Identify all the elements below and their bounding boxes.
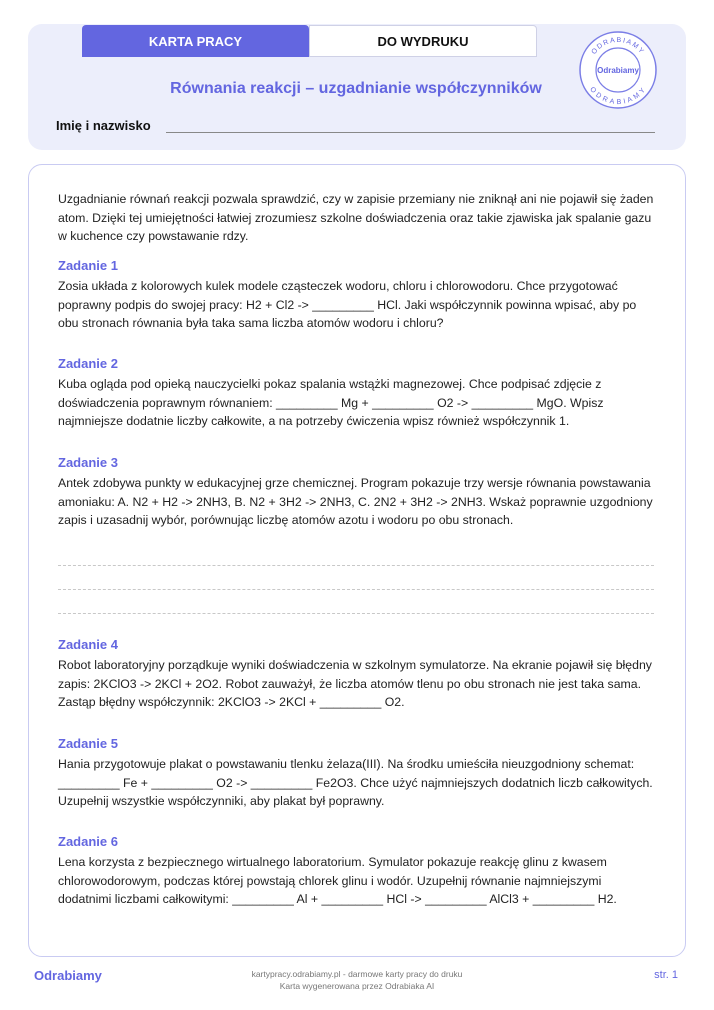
task-1-text: Zosia układa z kolorowych kulek modele cząsteczek wodoru, chloru i chlorowodoru. Chce przygotować poprawny podpis do swojej pracy: H2 + Cl2 -> _________ HCl. Jaki współczynnik powinna wpisać, aby po obu stronach równania była taka sama liczba atomów wodoru i chloru?: [58, 279, 637, 330]
answer-line-2[interactable]: [58, 589, 654, 590]
task-2-text: Kuba ogląda pod opieką nauczycielki pokaz spalania wstążki magnezowej. Chce podpisać zdjęcie z doświadczenia poprawnym równaniem: _________ Mg + _________ O2 -> _________ MgO. Wpisz najmniejsze dodatnie liczby całkowite, a na potrzeby ćwiczenia wpisz również współczynnik 1.: [58, 377, 604, 428]
task-4: [58, 637, 658, 712]
task-1: [58, 258, 658, 333]
task-2: [58, 356, 658, 431]
task-5-text: Hania przygotowuje plakat o powstawaniu tlenku żelaza(III). Na środku umieściła nieuzgodniony schemat: _________ Fe + _________ O2 -> _________ Fe2O3. Chce użyć najmniejszych dodatnich liczb całkowitych. Uzupełnij wszystkie współczynniki, aby plakat był poprawny.: [58, 757, 653, 808]
task-5-title: Zadanie 5: [58, 736, 118, 751]
task-3: [58, 455, 658, 530]
name-label: Imię i nazwisko: [56, 118, 151, 133]
task-1-title: Zadanie 1: [58, 258, 118, 273]
task-3-title: Zadanie 3: [58, 455, 118, 470]
stamp-brand: Odrabiamy: [597, 66, 639, 75]
page-number: str. 1: [654, 969, 678, 981]
tab-karta-pracy[interactable]: KARTA PRACY: [82, 25, 309, 57]
odrabiamy-stamp-logo: [578, 30, 658, 110]
task-6-text: Lena korzysta z bezpiecznego wirtualnego laboratorium. Symulator pokazuje reakcję glinu z kwasem chlorowodorowym, podczas której powstają chlorek glinu i wodór. Uzupełnij równanie najmniejszymi dodatnimi liczbami całkowitymi: _________ Al + _________ HCl -> _________ AlCl3 + _________ H2.: [58, 855, 617, 906]
footer-info: [200, 968, 514, 992]
answer-line-3[interactable]: [58, 613, 654, 614]
page-title: Równania reakcji – uzgadnianie współczynników: [170, 80, 542, 97]
task-4-title: Zadanie 4: [58, 637, 118, 652]
stamp-ring-top: ODRABIAMY: [590, 36, 646, 56]
task-6: [58, 834, 658, 909]
task-2-title: Zadanie 2: [58, 356, 118, 371]
tab-do-wydruku[interactable]: DO WYDRUKU: [309, 25, 537, 57]
answer-line-1[interactable]: [58, 565, 654, 566]
name-input-line[interactable]: [166, 132, 655, 133]
task-6-title: Zadanie 6: [58, 834, 118, 849]
task-3-text: Antek zdobywa punkty w edukacyjnej grze chemicznej. Program pokazuje trzy wersje równania powstawania amoniaku: A. N2 + H2 -> 2NH3, B. N2 + 3H2 -> 2NH3, C. 2N2 + 3H2 -> 2NH3. Wskaż poprawnie uzgodniony zapis i uzasadnij wybór, porównując liczbę atomów azotu i wodoru po obu stronach.: [58, 476, 653, 527]
footer-generated-line: Karta wygenerowana przez Odrabiaka AI: [279, 981, 435, 991]
stamp-ring-bottom: ODRABIAMY: [588, 86, 648, 107]
footer-brand: Odrabiamy: [34, 968, 102, 983]
task-5: [58, 736, 658, 811]
footer-url-line[interactable]: kartypracy.odrabiamy.pl - darmowe karty pracy do druku: [251, 969, 463, 979]
intro-text: Uzgadnianie równań reakcji pozwala sprawdzić, czy w zapisie przemiany nie zniknął ani nie pojawił się żaden atom. Dzięki tej umiejętności łatwiej zrozumiesz szkolne doświadczenia oraz takie zjawiska jak spalanie gazu w kuchence czy powstawanie rdzy.: [58, 192, 654, 243]
task-4-text: Robot laboratoryjny porządkuje wyniki doświadczenia w szkolnym symulatorze. Na ekranie pojawił się błędny zapis: 2KClO3 -> 2KCl + 2O2. Robot zauważył, że liczba atomów tlenu po obu stronach nie jest taka sama. Zastąp błędny współczynnik: 2KClO3 -> 2KCl + _________ O2.: [58, 658, 652, 709]
